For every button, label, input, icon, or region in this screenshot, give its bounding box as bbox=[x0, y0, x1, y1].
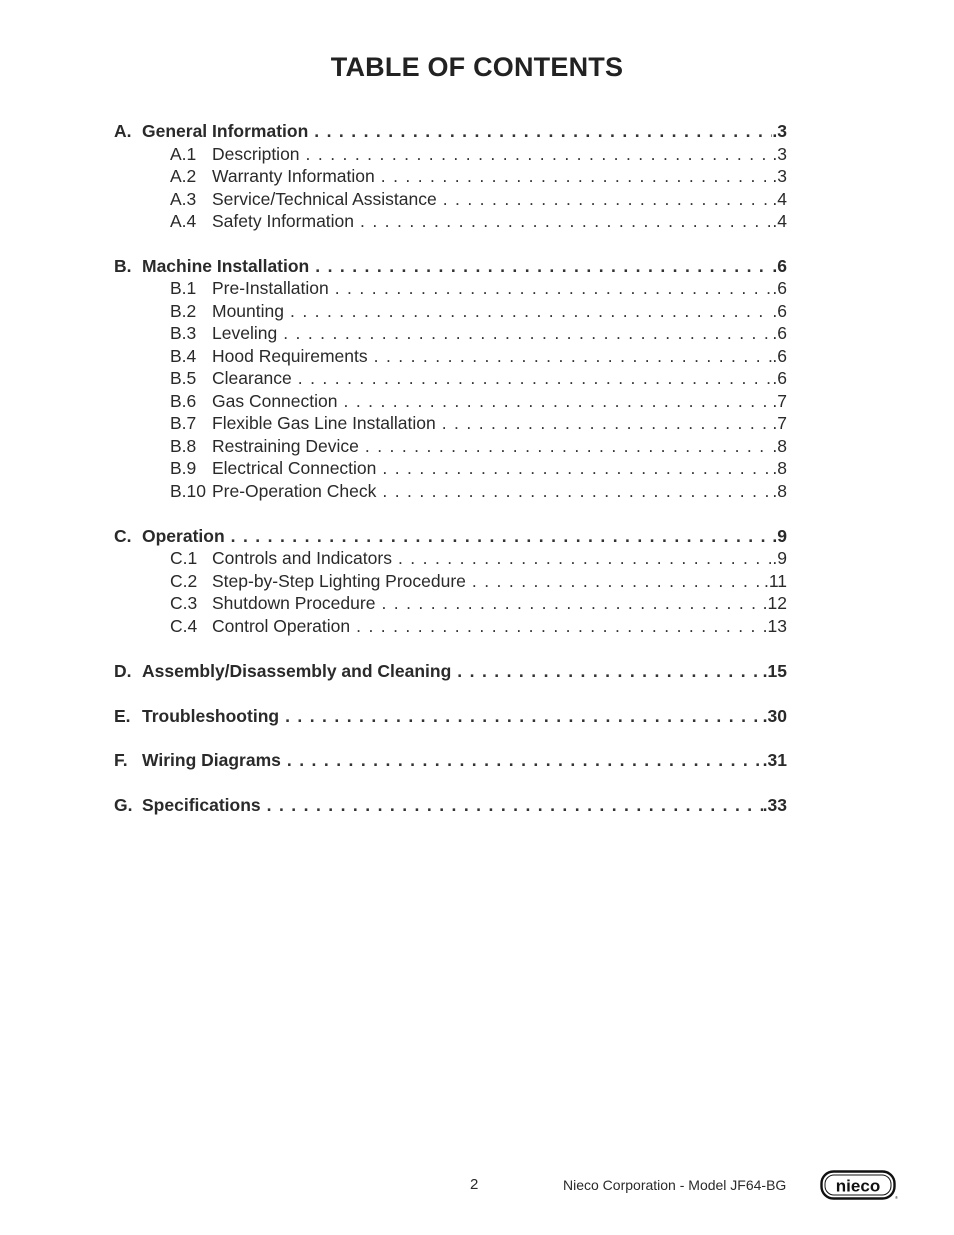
toc-section-title: Assembly/Disassembly and Cleaning bbox=[142, 660, 452, 681]
dot-leader bbox=[287, 749, 763, 772]
toc-page-number: .6 bbox=[772, 278, 787, 299]
toc-item-code: B.1 bbox=[170, 278, 197, 299]
toc-entry-sub[interactable] bbox=[114, 570, 787, 593]
toc-entry-main[interactable] bbox=[114, 255, 787, 278]
toc-section-title: Wiring Diagrams bbox=[142, 750, 281, 771]
toc-item-code: B.5 bbox=[170, 368, 197, 389]
toc-entry-sub[interactable] bbox=[114, 412, 787, 435]
toc-entry-sub[interactable] bbox=[114, 210, 787, 233]
toc-entry-main[interactable] bbox=[114, 525, 787, 548]
toc-item-code: B.2 bbox=[170, 300, 197, 321]
toc-page-number: .3 bbox=[772, 143, 787, 164]
toc-entry-sub[interactable] bbox=[114, 300, 787, 323]
toc-section-title: Operation bbox=[142, 525, 225, 546]
toc-entry-main[interactable] bbox=[114, 120, 787, 143]
toc-entry-main[interactable] bbox=[114, 749, 787, 772]
toc-entry-sub[interactable] bbox=[114, 457, 787, 480]
dot-leader bbox=[298, 367, 773, 390]
toc-page-number: .3 bbox=[772, 166, 787, 186]
nieco-logo bbox=[820, 1170, 898, 1200]
toc-item-code: A.2 bbox=[170, 166, 197, 186]
dot-leader bbox=[335, 277, 773, 300]
toc-section bbox=[114, 525, 787, 638]
toc-page-number: .11 bbox=[763, 570, 787, 591]
dot-leader bbox=[283, 322, 772, 345]
toc-section-code: D. bbox=[114, 660, 132, 681]
toc-entry-sub[interactable] bbox=[114, 322, 787, 345]
dot-leader bbox=[285, 705, 763, 728]
toc-page-number: .33 bbox=[762, 795, 787, 816]
dot-leader bbox=[365, 435, 773, 458]
dot-leader bbox=[381, 592, 762, 615]
toc-item-code: A.1 bbox=[170, 143, 197, 164]
toc-entry-main[interactable] bbox=[114, 660, 787, 683]
toc-item-code: B.7 bbox=[170, 413, 197, 434]
dot-leader bbox=[231, 525, 773, 548]
toc-item-title: Restraining Device bbox=[212, 435, 359, 456]
page-number: 2 bbox=[470, 1176, 479, 1193]
dot-leader bbox=[315, 255, 772, 278]
toc-page-number: .6 bbox=[772, 255, 787, 276]
toc-item-code: B.6 bbox=[170, 390, 197, 411]
toc-item-title: Clearance bbox=[212, 368, 292, 389]
toc-item-title: Service/Technical Assistance bbox=[212, 188, 437, 209]
toc-page-number: .6 bbox=[772, 345, 787, 366]
dot-leader bbox=[381, 165, 773, 188]
dot-leader bbox=[442, 412, 773, 435]
toc-entry-sub[interactable] bbox=[114, 592, 787, 615]
toc-item-title: Control Operation bbox=[212, 615, 351, 636]
dot-leader bbox=[382, 457, 772, 480]
toc-item-code: A.3 bbox=[170, 188, 197, 209]
toc-page-number: .8 bbox=[772, 458, 787, 479]
toc-entry-sub[interactable] bbox=[114, 435, 787, 458]
toc-entry-sub[interactable] bbox=[114, 277, 787, 300]
toc-item-title: Gas Connection bbox=[212, 390, 338, 411]
toc-page-number: .7 bbox=[772, 413, 787, 434]
footer-model-text: Nieco Corporation - Model JF64-BG bbox=[563, 1177, 787, 1193]
table-of-contents bbox=[114, 120, 787, 839]
toc-item-code: B.10 bbox=[170, 480, 206, 501]
toc-page-number: .6 bbox=[772, 323, 787, 344]
toc-item-title: Hood Requirements bbox=[212, 345, 368, 366]
toc-section bbox=[114, 749, 787, 772]
toc-page-number: .8 bbox=[772, 435, 787, 456]
toc-item-code: C.1 bbox=[170, 548, 198, 569]
toc-section bbox=[114, 705, 787, 728]
toc-page-number: .6 bbox=[772, 368, 787, 389]
toc-section-title: Specifications bbox=[142, 795, 261, 816]
toc-section bbox=[114, 660, 787, 683]
toc-section bbox=[114, 120, 787, 233]
toc-section-code: A. bbox=[114, 121, 132, 141]
toc-page-number: .8 bbox=[772, 480, 787, 501]
toc-item-title: Pre-Installation bbox=[212, 278, 329, 299]
dot-leader bbox=[374, 345, 773, 368]
toc-item-title: Description bbox=[212, 143, 300, 164]
page-title: TABLE OF CONTENTS bbox=[330, 52, 624, 82]
toc-item-title: Controls and Indicators bbox=[212, 548, 392, 569]
toc-entry-sub[interactable] bbox=[114, 165, 787, 188]
toc-item-code: B.3 bbox=[170, 323, 197, 344]
toc-item-title: Pre-Operation Check bbox=[212, 480, 377, 501]
toc-item-title: Shutdown Procedure bbox=[212, 593, 376, 614]
toc-item-title: Leveling bbox=[212, 323, 278, 344]
toc-item-code: C.2 bbox=[170, 570, 198, 591]
svg-text:®: ® bbox=[895, 1195, 898, 1200]
toc-page-number: .31 bbox=[762, 750, 787, 771]
toc-page-number: .9 bbox=[772, 525, 787, 546]
toc-entry-main[interactable] bbox=[114, 705, 787, 728]
toc-item-title: Safety Information bbox=[212, 211, 355, 231]
toc-page-number: .7 bbox=[772, 390, 787, 411]
toc-section bbox=[114, 794, 787, 817]
toc-section bbox=[114, 255, 787, 503]
dot-leader bbox=[314, 120, 772, 143]
toc-item-code: B.9 bbox=[170, 458, 197, 479]
toc-item-title: Flexible Gas Line Installation bbox=[212, 413, 436, 434]
toc-entry-sub[interactable] bbox=[114, 547, 787, 570]
dot-leader bbox=[306, 143, 773, 166]
dot-leader bbox=[382, 480, 772, 503]
toc-section-code: G. bbox=[114, 795, 133, 816]
toc-page-number: .13 bbox=[762, 615, 787, 636]
toc-item-code: A.4 bbox=[170, 211, 197, 231]
dot-leader bbox=[356, 615, 763, 638]
toc-item-code: C.4 bbox=[170, 615, 198, 636]
toc-page-number: .3 bbox=[772, 121, 787, 141]
toc-section-title: General Information bbox=[142, 121, 309, 141]
toc-page-number: .4 bbox=[772, 211, 787, 231]
toc-section-code: B. bbox=[114, 255, 132, 276]
dot-leader bbox=[398, 547, 772, 570]
dot-leader bbox=[290, 300, 772, 323]
toc-item-code: C.3 bbox=[170, 593, 198, 614]
toc-item-code: B.8 bbox=[170, 435, 197, 456]
toc-page-number: .4 bbox=[772, 188, 787, 209]
toc-section-code: C. bbox=[114, 525, 132, 546]
toc-page-number: .15 bbox=[762, 660, 787, 681]
toc-entry-sub[interactable] bbox=[114, 345, 787, 368]
toc-entry-sub[interactable] bbox=[114, 188, 787, 211]
toc-item-code: B.4 bbox=[170, 345, 197, 366]
dot-leader bbox=[267, 794, 763, 817]
svg-text:nieco: nieco bbox=[835, 1176, 881, 1196]
toc-page-number: .30 bbox=[762, 705, 787, 726]
toc-entry-sub[interactable] bbox=[114, 367, 787, 390]
toc-item-title: Step-by-Step Lighting Procedure bbox=[212, 570, 466, 591]
toc-entry-sub[interactable] bbox=[114, 615, 787, 638]
dot-leader bbox=[344, 390, 773, 413]
toc-section-code: E. bbox=[114, 705, 131, 726]
toc-page-number: .9 bbox=[772, 548, 787, 569]
toc-entry-sub[interactable] bbox=[114, 480, 787, 503]
toc-page-number: .6 bbox=[772, 300, 787, 321]
toc-item-title: Warranty Information bbox=[212, 166, 375, 186]
toc-section-title: Machine Installation bbox=[142, 255, 310, 276]
toc-entry-main[interactable] bbox=[114, 794, 787, 817]
toc-entry-sub[interactable] bbox=[114, 143, 787, 166]
dot-leader bbox=[457, 660, 762, 683]
toc-section-code: F. bbox=[114, 750, 128, 771]
toc-section-title: Troubleshooting bbox=[142, 705, 280, 726]
dot-leader bbox=[360, 210, 772, 233]
dot-leader bbox=[472, 570, 764, 593]
dot-leader bbox=[443, 188, 773, 211]
toc-item-title: Mounting bbox=[212, 300, 284, 321]
toc-page-number: .12 bbox=[762, 593, 787, 614]
toc-entry-sub[interactable] bbox=[114, 390, 787, 413]
toc-item-title: Electrical Connection bbox=[212, 458, 377, 479]
